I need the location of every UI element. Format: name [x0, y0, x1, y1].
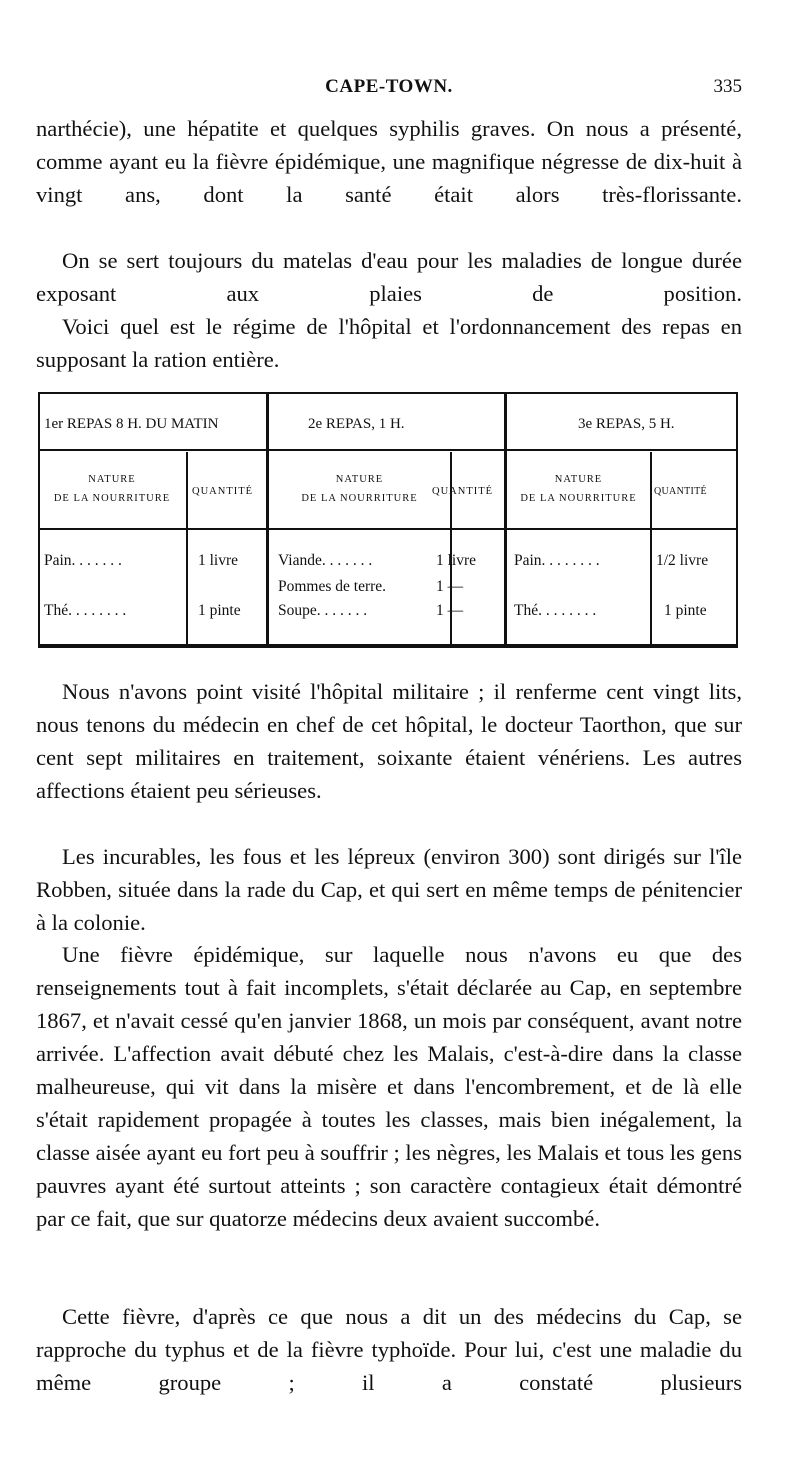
- row2-qty-2: 1 —: [436, 578, 464, 595]
- table-divider-1: [266, 392, 269, 648]
- table-divider-2: [504, 392, 507, 648]
- col-nature-1: [38, 470, 186, 508]
- col-nature-2-line2: DE LA NOURRITURE: [301, 493, 418, 504]
- table-top-rule: [38, 392, 738, 394]
- row1-qty-1: 1 livre: [198, 552, 239, 569]
- col-quantity-2: QUANTITÉ: [432, 486, 494, 497]
- row3-qty-1: 1 pinte: [198, 602, 241, 619]
- table-col-divider-1: [186, 452, 188, 644]
- col-nature-3: [507, 470, 650, 508]
- col-nature-1-line1: NATURE: [88, 474, 136, 485]
- row3-item-3: Thé. . . . . . . .: [514, 602, 597, 619]
- col-nature-1-line2: DE LA NOURRITURE: [53, 493, 171, 504]
- paragraph-7: Cette fièvre, d'après ce que nous a dit un des médecins du Cap, se rapproche du typhus et de la fièvre typhoïde. Pour lui, c'est une maladie du même groupe ; il a constaté plusieurs: [36, 1304, 742, 1395]
- table-bottom-rule: [38, 644, 738, 648]
- running-title: CAPE-TOWN.: [325, 76, 453, 97]
- row3-item-1: Thé. . . . . . . .: [44, 602, 127, 619]
- row3-item-2: Soupe. . . . . . .: [278, 602, 368, 619]
- table-header-rule: [38, 449, 738, 451]
- paragraph-3: Voici quel est le régime de l'hôpital et l'ordonnancement des repas en supposant la ration entière.: [36, 314, 742, 372]
- paragraph-5: Les incurables, les fous et les lépreux (environ 300) sont dirigés sur l'île Robben, située dans la rade du Cap, et qui sert en même temps de pénitencier à la colonie.: [36, 844, 742, 935]
- meal-1-heading: 1er REPAS 8 H. DU MATIN: [44, 416, 219, 432]
- table-col-divider-3: [650, 452, 652, 644]
- col-nature-2: [269, 470, 450, 508]
- meal-schedule-table: [38, 392, 738, 650]
- row1-item-1: Pain. . . . . . .: [44, 552, 122, 569]
- running-header: [36, 76, 742, 104]
- paragraph-1: narthécie), une hépatite et quelques syphilis graves. On nous a présenté, comme ayant eu la fièvre épidémique, une magnifique négresse de dix-huit à vingt ans, dont la santé était alors très-florissante.: [36, 116, 742, 207]
- row1-qty-3: 1/2 livre: [656, 552, 709, 569]
- row1-item-3: Pain. . . . . . . .: [514, 552, 600, 569]
- meal-3-heading: 3e REPAS, 5 H.: [578, 416, 675, 432]
- paragraph-4: Nous n'avons point visité l'hôpital militaire ; il renferme cent vingt lits, nous tenons du médecin en chef de cet hôpital, le docteur Taorthon, que sur cent sept militaires en traitement, soixante étaient vénériens. Les autres affections étaient peu sérieuses.: [36, 679, 742, 803]
- table-border-right: [736, 392, 738, 648]
- page-number: 335: [713, 76, 742, 97]
- col-nature-3-line2: DE LA NOURRITURE: [520, 493, 637, 504]
- paragraph-6: Une fièvre épidémique, sur laquelle nous n'avons eu que des renseignements tout à fait incomplets, s'était déclarée au Cap, en septembre 1867, et n'avait cessé qu'en janvier 1868, un mois par conséquent, avant notre arrivée. L'affection avait débuté chez les Malais, c'est-à-dire dans la classe malheureuse, qui vit dans la misère et dans l'encombrement, et de là elle s'était rapidement propagée à toutes les classes, mais bien inégalement, la classe aisée ayant eu fort peu à souffrir ; les nègres, les Malais et tous les gens pauvres ayant été surtout atteints ; son caractère contagieux était démontré par ce fait, que sur quatorze médecins deux avaient succombé.: [36, 942, 742, 1231]
- row2-item-2: Pommes de terre.: [278, 578, 387, 595]
- paragraph-2: On se sert toujours du matelas d'eau pour les maladies de longue durée exposant aux plaies de position.: [36, 248, 742, 306]
- row3-qty-3: 1 pinte: [664, 602, 707, 619]
- table-border-left: [38, 392, 40, 648]
- col-quantity-3: QUANTITÉ: [654, 486, 707, 497]
- table-subheader-rule: [38, 528, 738, 530]
- col-nature-3-line1: NATURE: [554, 474, 603, 485]
- row1-item-2: Viande. . . . . . .: [278, 552, 373, 569]
- row3-qty-2: 1 —: [436, 602, 464, 619]
- col-nature-2-line1: NATURE: [335, 474, 384, 485]
- meal-2-heading: 2e REPAS, 1 H.: [308, 416, 405, 432]
- row1-qty-2: 1 livre: [436, 552, 477, 569]
- col-quantity-1: QUANTITÉ: [192, 486, 254, 497]
